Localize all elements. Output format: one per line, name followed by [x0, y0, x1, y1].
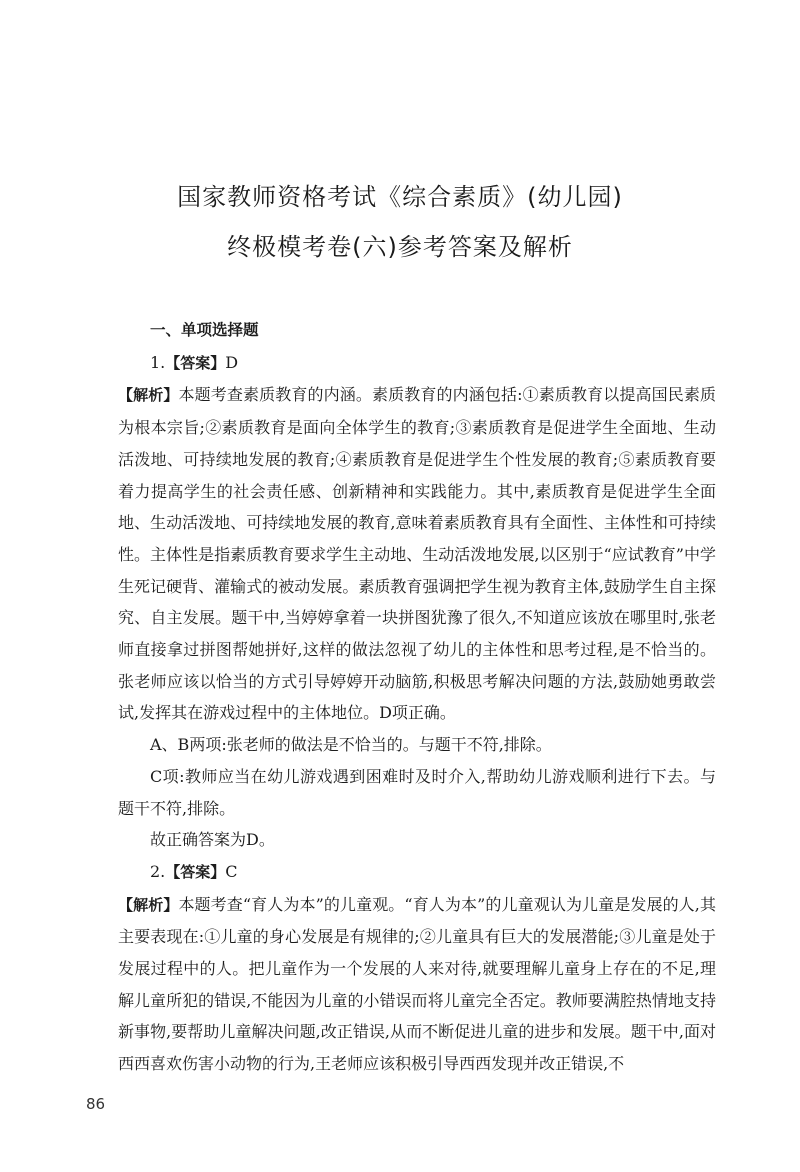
- q2-number: 2.: [150, 861, 166, 881]
- q1-analysis-text: 本题考查素质教育的内涵。素质教育的内涵包括:①素质教育以提高国民素质为根本宗旨;②素质教育是面向全体学生的教育;③素质教育是促进学生全面地、生动活泼地、可持续地发展的教育;④素质教育是促进学生个性发展的教育;⑤素质教育要着力提高学生的社会责任感、创新精神和实践能力。其中,素质教育是促进学生全面地、生动活泼地、可持续地发展的教育,意味着素质教育具有全面性、主体性和可持续性。主体性是指素质教育要求学生主动地、生动活泼地发展,以区别于“应试教育”中学生死记硬背、灌输式的被动发展。素质教育强调把学生视为教育主体,鼓励学生自主探究、自主发展。题干中,当婷婷拿着一块拼图犹豫了很久,不知道应该放在哪里时,张老师直接拿过拼图帮她拼好,这样的做法忽视了幼儿的主体性和思考过程,是不恰当的。张老师应该以恰当的方式引导婷婷开动脑筋,积极思考解决问题的方法,鼓励她勇敢尝试,发挥其在游戏过程中的主体地位。D项正确。: [118, 385, 716, 723]
- q1-answer-line: [118, 347, 716, 380]
- q1-answer-label: 【答案】: [165, 353, 226, 372]
- q1-option-ab: A、B两项:张老师的做法是不恰当的。与题干不符,排除。: [150, 735, 552, 755]
- q1-option-c: C项:教师应当在幼儿游戏遇到困难时及时介入,帮助幼儿游戏顺利进行下去。与题干不符,排除。: [118, 766, 716, 818]
- document-title: [0, 172, 800, 272]
- title-line-2: 终极模考卷(六)参考答案及解析: [227, 233, 573, 261]
- q1-analysis: [118, 379, 716, 729]
- q2-analysis-text: 本题考查“育人为本”的儿童观。“育人为本”的儿童观认为儿童是发展的人,其主要表现在:①儿童的身心发展是有规律的;②儿童具有巨大的发展潜能;③儿童是处于发展过程中的人。把儿童作为一个发展的人来对待,就要理解儿童身上存在的不足,理解儿童所犯的错误,不能因为儿童的小错误而将儿童完全否定。教师要满腔热情地支持新事物,要帮助儿童解决问题,改正错误,从而不断促进儿童的进步和发展。题干中,面对西西喜欢伤害小动物的行为,王老师应该积极引导西西发现并改正错误,不: [118, 894, 716, 1074]
- section-heading: 一、单项选择题: [150, 321, 259, 339]
- q2-analysis-label: 【解析】: [118, 895, 179, 914]
- page-number: 86: [86, 1095, 106, 1113]
- title-line-1: 国家教师资格考试《综合素质》(幼儿园): [177, 183, 623, 211]
- q1-answer-value: D: [225, 352, 239, 372]
- q2-analysis: [118, 889, 716, 1080]
- q1-number: 1.: [150, 352, 166, 372]
- q1-analysis-label: 【解析】: [118, 386, 179, 405]
- q2-answer-line: [118, 856, 716, 889]
- q2-answer-value: C: [225, 861, 238, 881]
- document-body: [118, 315, 716, 1080]
- q2-answer-label: 【答案】: [165, 862, 226, 881]
- q1-conclusion: 故正确答案为D。: [150, 830, 275, 850]
